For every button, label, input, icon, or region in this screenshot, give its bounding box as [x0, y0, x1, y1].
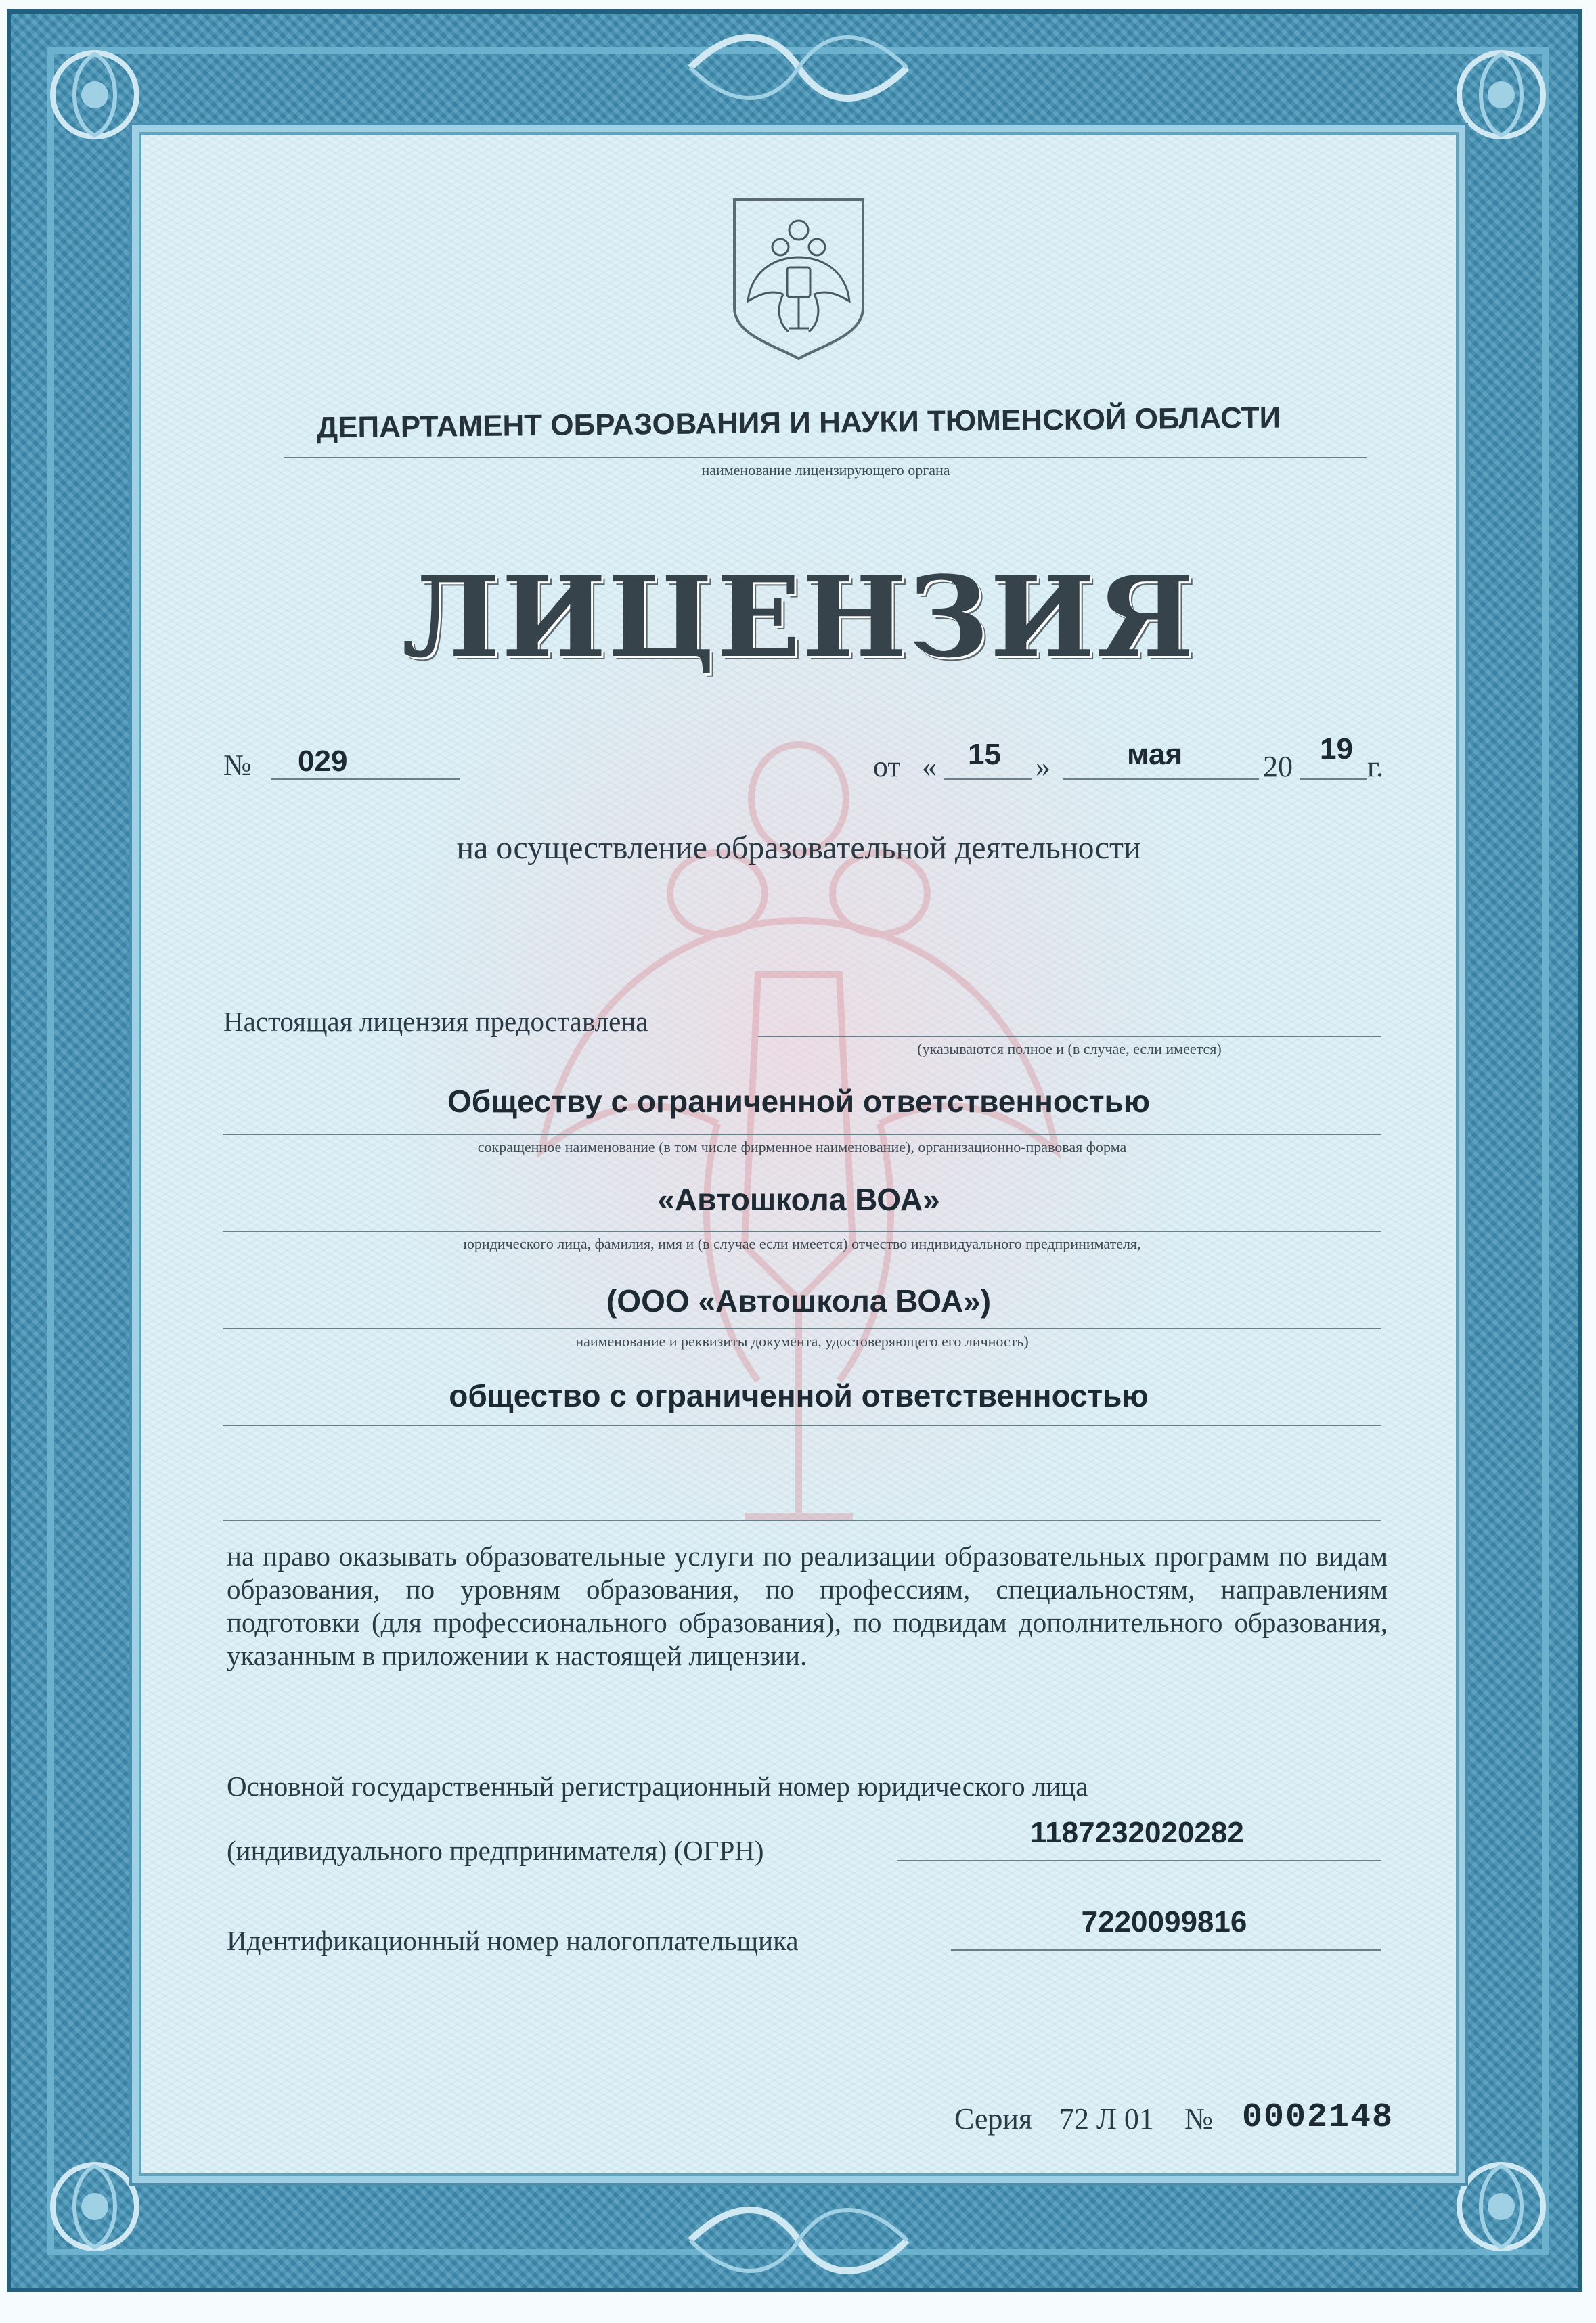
number-rule — [271, 778, 460, 780]
grantee-caption-3: юридического лица, фамилия, имя и (в случае если имеется) отчество индивидуального предпринимателя, — [463, 1235, 1141, 1252]
month-rule — [1063, 778, 1259, 780]
grantee-line-2: «Автошкола ВОА» — [657, 1182, 940, 1217]
grantee-caption-1: (указываются полное и (в случае, если имеется) — [917, 1040, 1222, 1057]
inn-rule — [951, 1949, 1381, 1951]
year-suffix: 19 — [1320, 732, 1353, 766]
authority-rule — [284, 457, 1367, 458]
year-prefix: 20 — [1263, 750, 1293, 783]
license-number: 029 — [298, 745, 348, 778]
series-number: 0002148 — [1242, 2098, 1394, 2137]
date-day: 15 — [968, 738, 1001, 771]
number-label: № — [223, 749, 252, 782]
scroll-ornament-icon — [677, 27, 921, 108]
grantee-line-4: общество с ограниченной ответственностью — [449, 1378, 1149, 1413]
corner-ornament-icon — [41, 2152, 149, 2261]
ogrn-rule — [897, 1860, 1381, 1861]
date-from-label: от — [873, 750, 901, 783]
grantee-caption-2: сокращенное наименование (в том числе фирменное наименование), организационно-правовая форма — [477, 1138, 1127, 1155]
series-label: Серия — [954, 2102, 1033, 2136]
ogrn-label-2: (индивидуального предпринимателя) (ОГРН) — [227, 1835, 764, 1866]
inn-value: 7220099816 — [1081, 1905, 1247, 1939]
grantee-rule-2 — [223, 1231, 1381, 1232]
grantee-rule-4 — [223, 1425, 1381, 1426]
grantee-rule-1 — [223, 1134, 1381, 1135]
date-close-quote: » — [1036, 750, 1050, 783]
day-rule — [944, 778, 1032, 780]
grantee-rule-3 — [223, 1328, 1381, 1329]
year-unit: г. — [1367, 750, 1384, 783]
grantee-line-1: Обществу с ограниченной ответственностью — [447, 1084, 1151, 1119]
date-open-quote: « — [922, 750, 937, 783]
series-code: 72 Л 01 — [1059, 2102, 1154, 2136]
corner-ornament-icon — [1447, 2152, 1555, 2261]
corner-ornament-icon — [41, 41, 149, 149]
grantee-line-3: (ООО «Автошкола ВОА») — [606, 1283, 992, 1319]
inn-label: Идентификационный номер налогоплательщика — [227, 1925, 799, 1956]
document-title: ЛИЦЕНЗИЯ — [401, 552, 1196, 682]
series-number-label: № — [1184, 2102, 1213, 2136]
authority-name: ДЕПАРТАМЕНТ ОБРАЗОВАНИЯ И НАУКИ ТЮМЕНСКОЙ ОБЛАСТИ — [316, 401, 1281, 445]
grantee-intro-rule — [758, 1036, 1381, 1037]
year-rule — [1300, 778, 1367, 780]
corner-ornament-icon — [1447, 41, 1555, 149]
ogrn-value: 1187232020282 — [1030, 1816, 1244, 1849]
grantee-rule-5 — [223, 1520, 1381, 1521]
date-month: мая — [1127, 738, 1183, 771]
coat-of-arms-icon — [728, 193, 870, 362]
grantee-intro: Настоящая лицензия предоставлена — [223, 1006, 648, 1037]
rights-paragraph: на право оказывать образовательные услуги по реализации образовательных программ по видам образования, по уровням образования, по профессиям, специальностям, направлениям подготовки (для профессионального образования), по подвидам дополнительного образования, указанным в приложении к настоящей лицензии. — [227, 1541, 1388, 1671]
license-purpose: на осуществление образовательной деятельности — [456, 830, 1141, 866]
scroll-ornament-icon — [677, 2200, 921, 2281]
authority-caption: наименование лицензирующего органа — [701, 462, 950, 479]
grantee-caption-4: наименование и реквизиты документа, удостоверяющего его личность) — [575, 1333, 1029, 1350]
ogrn-label-1: Основной государственный регистрационный номер юридического лица — [227, 1771, 1088, 1802]
